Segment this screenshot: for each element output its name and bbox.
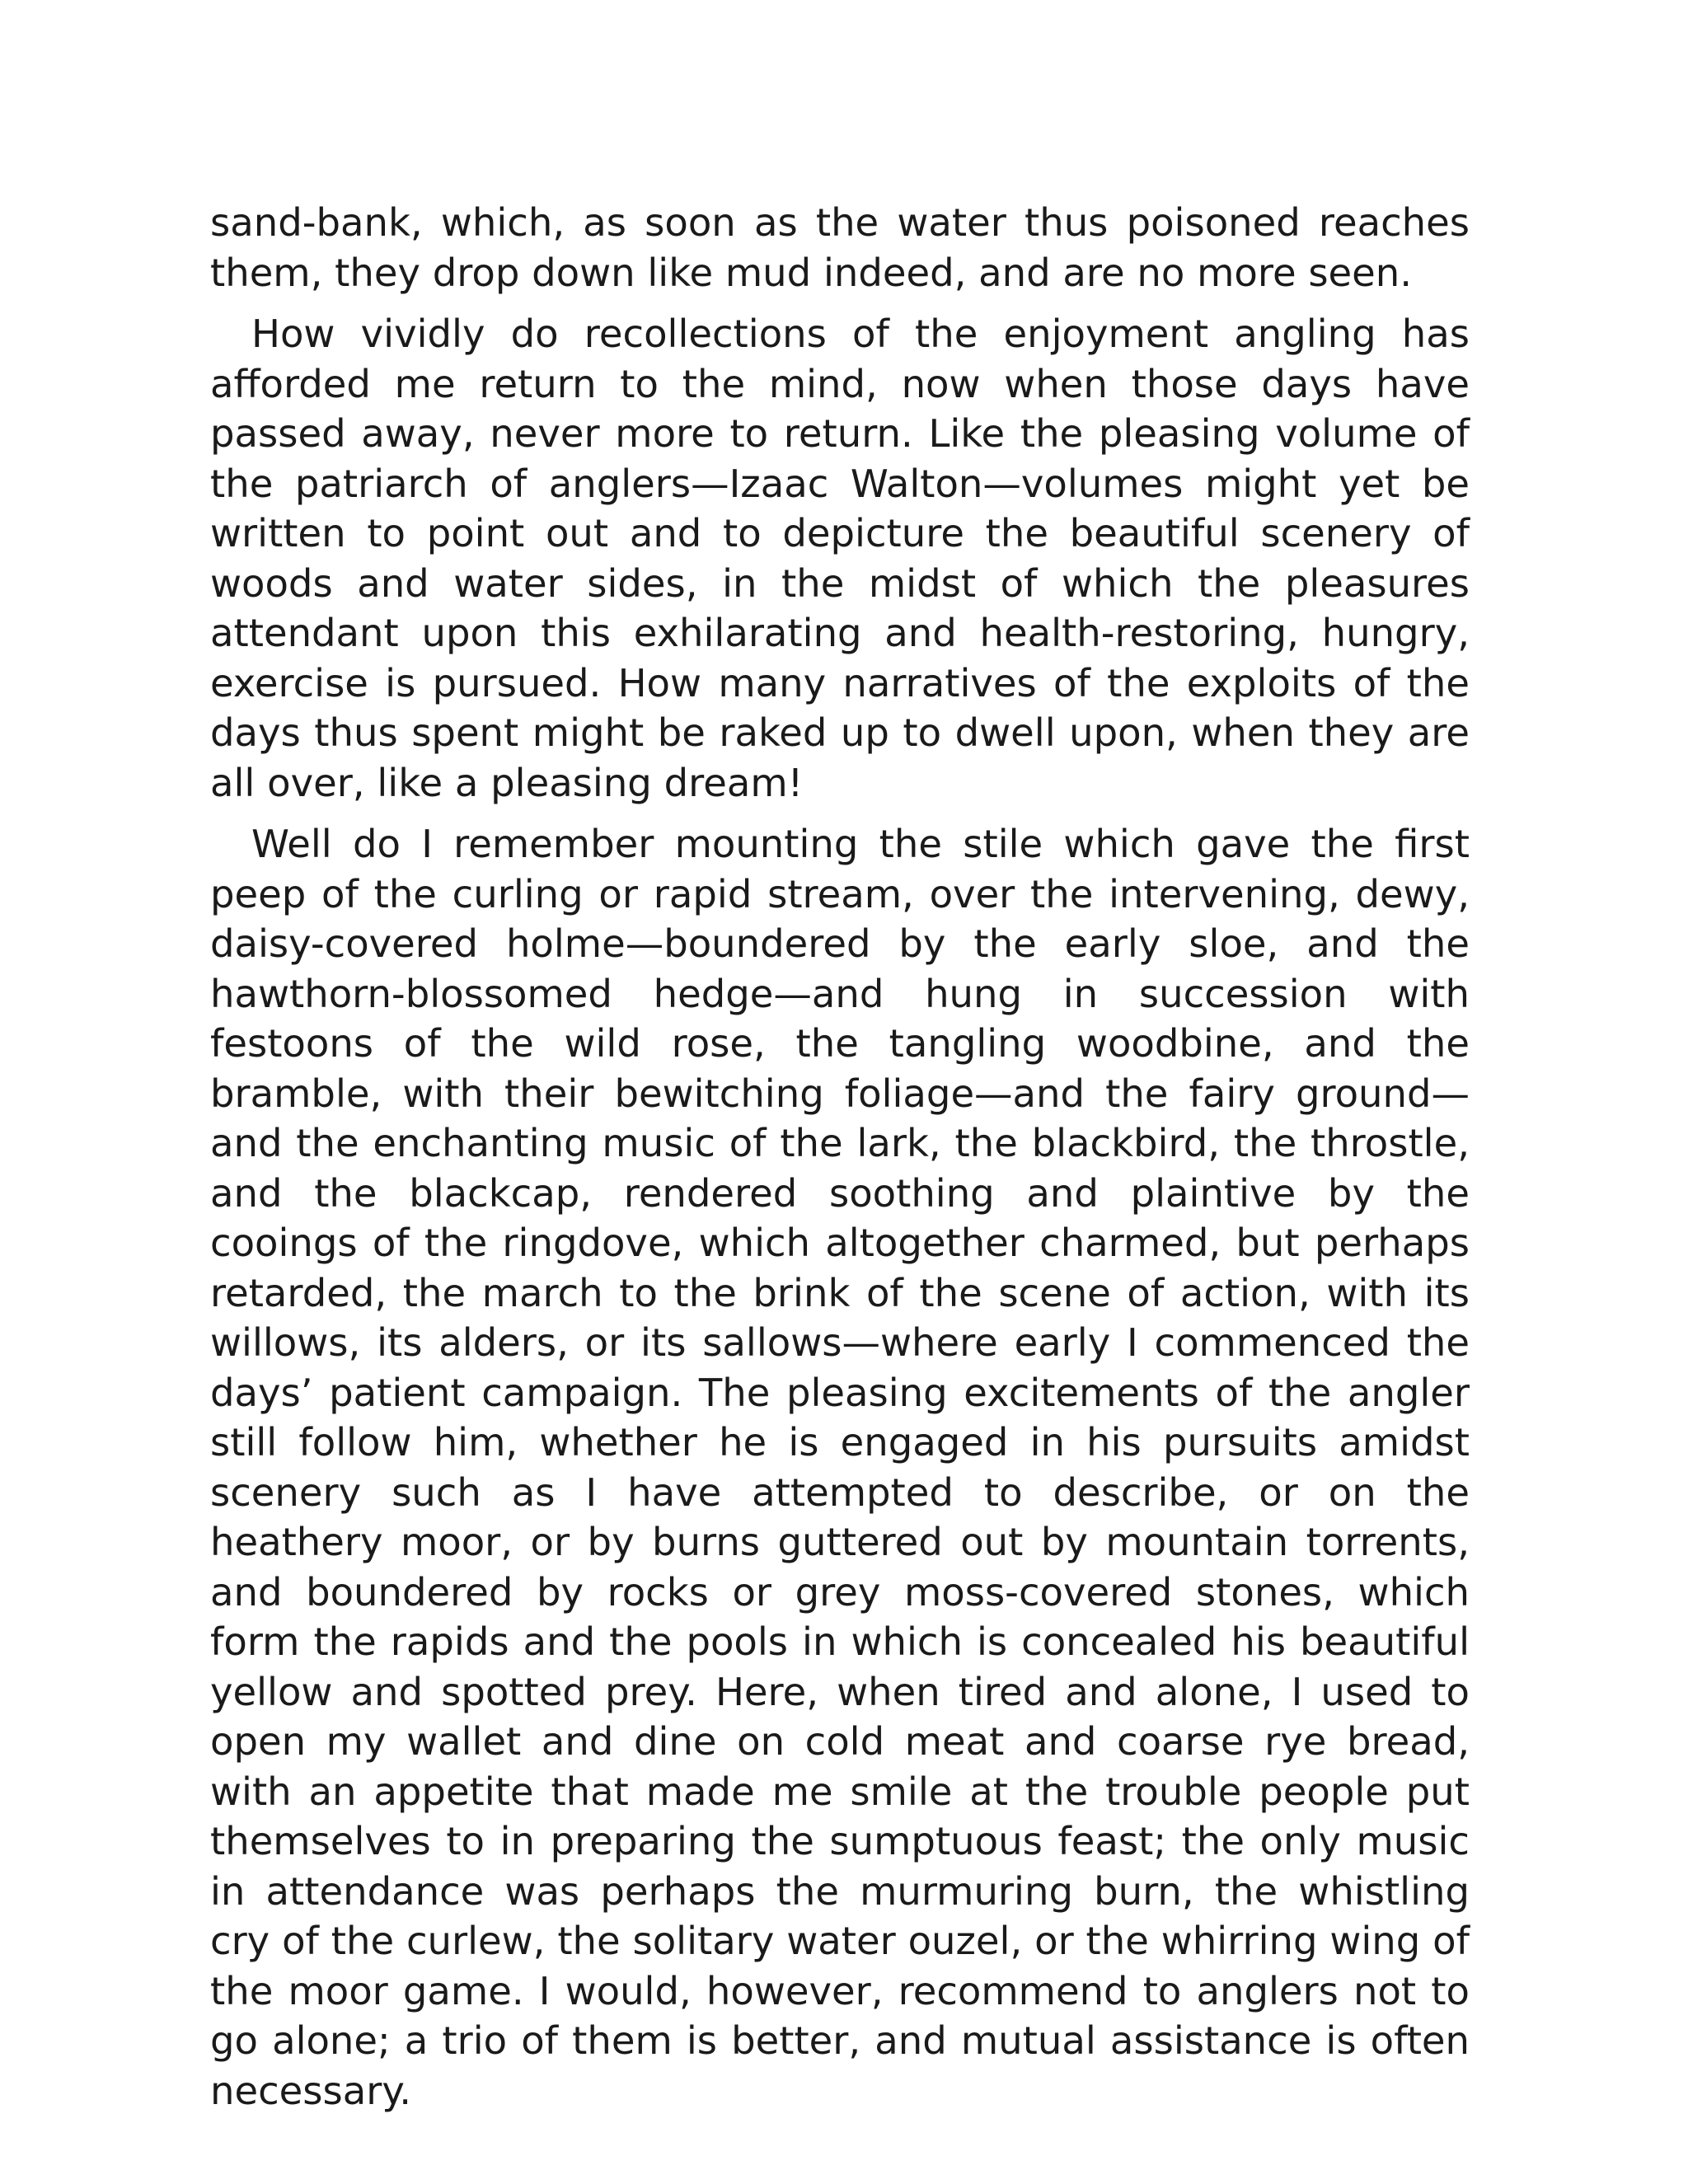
- paragraph-3: Well do I remember mounting the stile which gave the first peep of the curling or rapid stream, over the intervening, dewy, daisy-covered holme—boundered by the early sloe, and the hawthorn-blossomed hedge—and hung in succession with festoons of the wild rose, the tangling woodbine, and the bramble, with their bewitching foliage—and the fairy ground—and the enchanting music of the lark, the blackbird, the throstle, and the blackcap, rendered soothing and plaintive by the cooings of the ringdove, which altogether charmed, but perhaps retarded, the march to the brink of the scene of action, with its willows, its alders, or its sallows—where early I commenced the days’ patient campaign. The pleasing excitements of the angler still follow him, whether he is engaged in his pursuits amidst scenery such as I have attempted to describe, or on the heathery moor, or by burns guttered out by mountain torrents, and boundered by rocks or grey moss-covered stones, which form the rapids and the pools in which is concealed his beautiful yellow and spotted prey. Here, when tired and alone, I used to open my wallet and dine on cold meat and coarse rye bread, with an appetite that made me smile at the trouble people put themselves to in preparing the sumptuous feast; the only music in attendance was perhaps the murmuring burn, the whistling cry of the curlew, the solitary water ouzel, or the whirring wing of the moor game. I would, however, recommend to anglers not to go alone; a trio of them is better, and mutual assistance is often necessary.: [210, 822, 1470, 2113]
- paragraph-1: sand-bank, which, as soon as the water thus poisoned reaches them, they drop down like mud indeed, and are no more seen.: [210, 200, 1470, 295]
- page-body: [210, 198, 1470, 2116]
- paragraph-2: How vividly do recollections of the enjoyment angling has afforded me return to the mind, now when those days have passed away, never more to return. Like the pleasing volume of the patriarch of anglers—Izaac Walton—volumes might yet be written to point out and to depicture the beautiful scenery of woods and water sides, in the midst of which the pleasures attendant upon this exhilarating and health-restoring, hungry, exercise is pursued. How many narratives of the exploits of the days thus spent might be raked up to dwell upon, when they are all over, like a pleasing dream!: [210, 312, 1470, 805]
